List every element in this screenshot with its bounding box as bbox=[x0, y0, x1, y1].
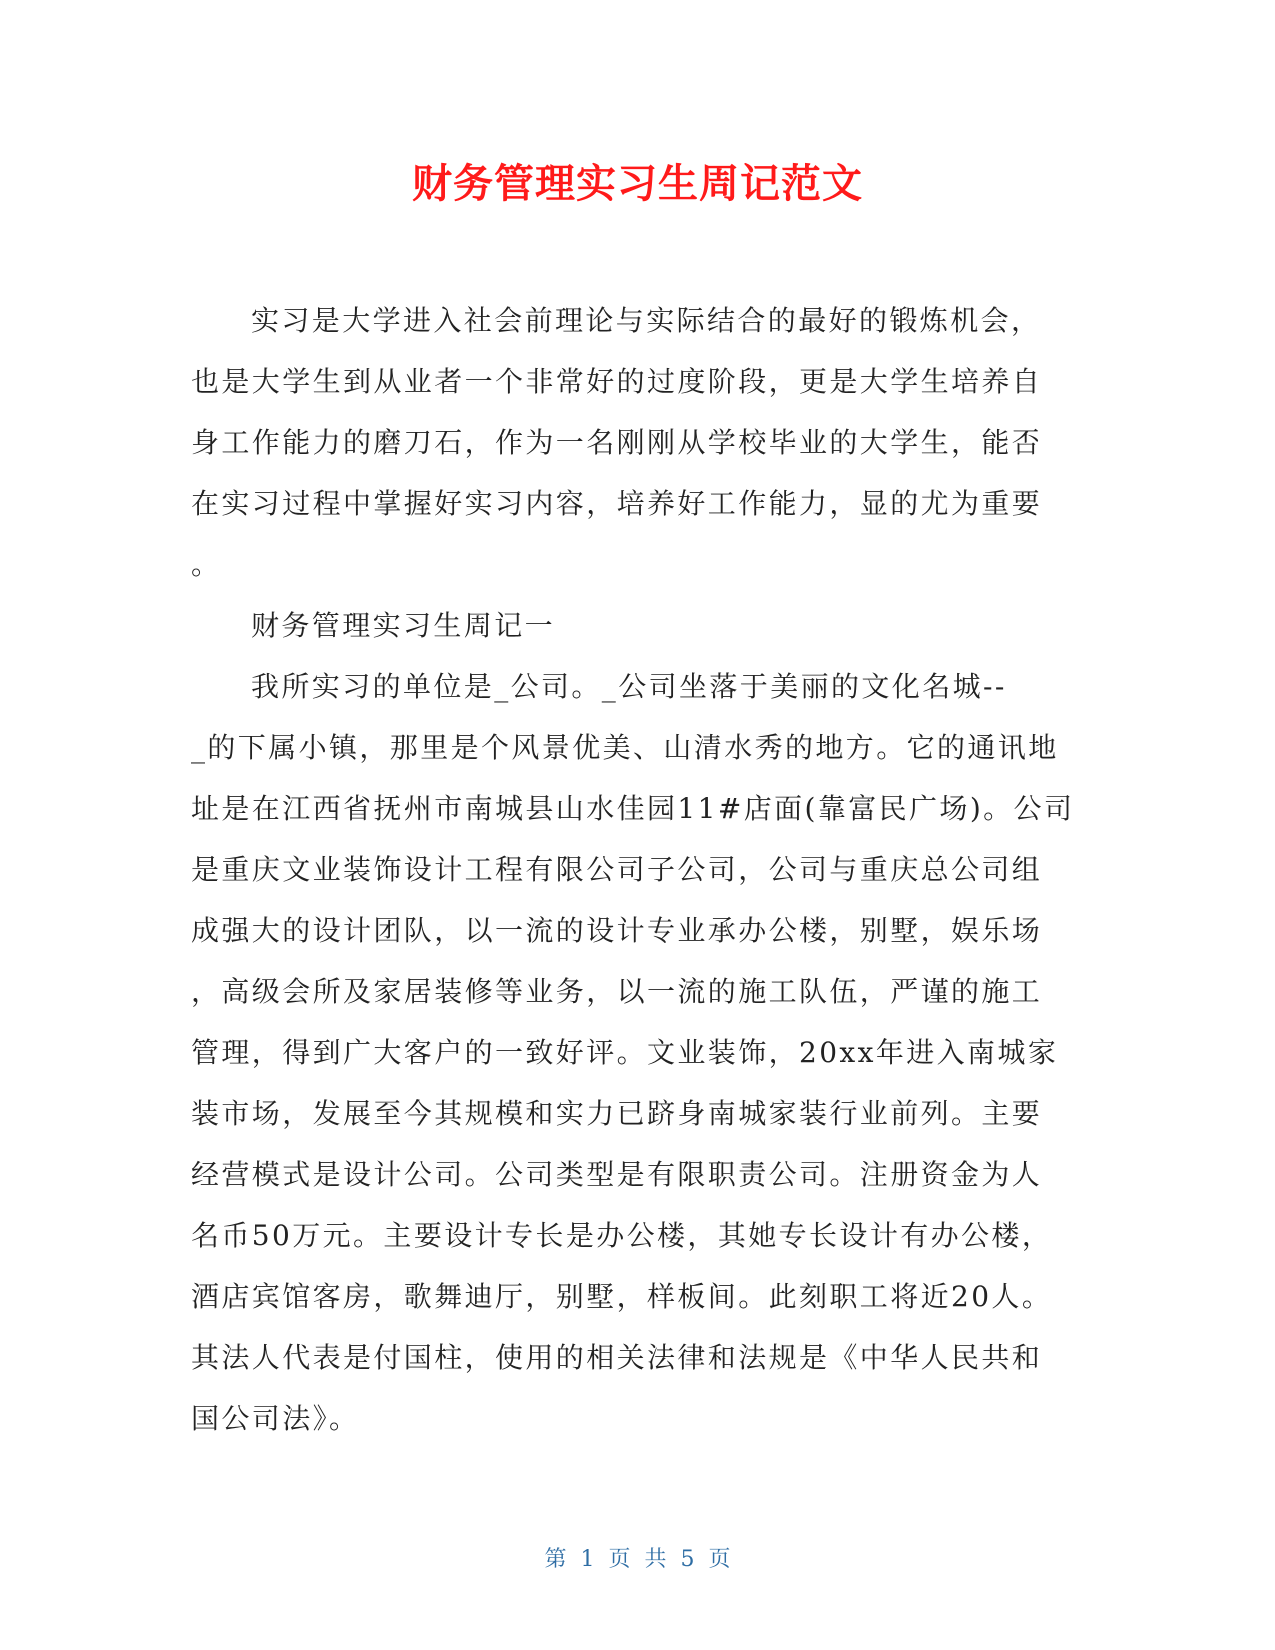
footer-current-page: 1 bbox=[580, 1547, 595, 1572]
document-body bbox=[191, 290, 1081, 1449]
paragraph-line: 装市场，发展至今其规模和实力已跻身南城家装行业前列。主要 bbox=[191, 1097, 1043, 1130]
footer-page-word: 页 bbox=[608, 1547, 631, 1572]
paragraph-line: 成强大的设计团队，以一流的设计专业承办公楼，别墅，娱乐场 bbox=[191, 914, 1043, 947]
paragraph-line: 其法人代表是付国柱，使用的相关法律和法规是《中华人民共和 bbox=[191, 1341, 1043, 1374]
footer-suffix: 页 bbox=[708, 1547, 731, 1572]
paragraph-line: 在实习过程中掌握好实习内容，培养好工作能力，显的尤为重要 bbox=[191, 487, 1043, 520]
paragraph-line: ，高级会所及家居装修等业务，以一流的施工队伍，严谨的施工 bbox=[191, 975, 1043, 1008]
paragraph-line: 址是在江西省抚州市南城县山水佳园11#店面(靠富民广场)。公司 bbox=[191, 792, 1075, 825]
paragraph-line: 我所实习的单位是_公司。_公司坐落于美丽的文化名城-- bbox=[251, 670, 1007, 703]
paragraph-line: 国公司法》。 bbox=[191, 1402, 360, 1435]
paragraph-line: 身工作能力的磨刀石，作为一名刚刚从学校毕业的大学生，能否 bbox=[191, 426, 1043, 459]
paragraph-line: 实习是大学进入社会前理论与实际结合的最好的锻炼机会， bbox=[251, 304, 1042, 337]
section-heading: 财务管理实习生周记一 bbox=[251, 609, 556, 642]
paragraph-line: 是重庆文业装饰设计工程有限公司子公司，公司与重庆总公司组 bbox=[191, 853, 1043, 886]
paragraph-line: _的下属小镇，那里是个风景优美、山清水秀的地方。它的通讯地 bbox=[191, 731, 1059, 764]
paragraph-line: 名币50万元。主要设计专长是办公楼，其她专长设计有办公楼， bbox=[191, 1219, 1053, 1252]
paragraph-line: 经营模式是设计公司。公司类型是有限职责公司。注册资金为人 bbox=[191, 1158, 1043, 1191]
paragraph-line: 。 bbox=[191, 548, 222, 581]
page-footer bbox=[0, 1546, 1275, 1574]
footer-total-label: 共 bbox=[644, 1547, 667, 1572]
paragraph-line: 也是大学生到从业者一个非常好的过度阶段，更是大学生培养自 bbox=[191, 365, 1043, 398]
paragraph-line: 管理，得到广大客户的一致好评。文业装饰，20xx年进入南城家 bbox=[191, 1036, 1059, 1069]
footer-total-pages: 5 bbox=[680, 1547, 695, 1572]
document-title: 财务管理实习生周记范文 bbox=[412, 161, 863, 207]
paragraph-line: 酒店宾馆客房，歌舞迪厅，别墅，样板间。此刻职工将近20人。 bbox=[191, 1280, 1053, 1313]
footer-prefix: 第 bbox=[544, 1547, 567, 1572]
